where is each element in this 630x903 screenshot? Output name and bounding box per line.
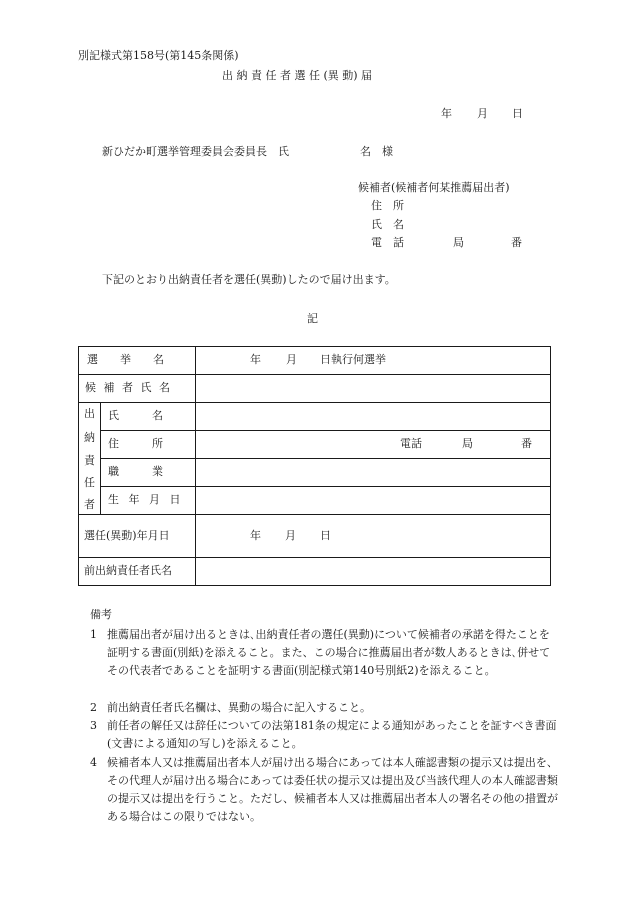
addressee-mei: 名 <box>360 145 371 158</box>
treasurer-address-label: 住 所 <box>108 437 163 450</box>
treasurer-label-char: 任 <box>84 476 95 489</box>
treasurer-phone-label: 電話 <box>400 437 422 450</box>
date-year: 年 <box>441 107 452 120</box>
note-number: 1 <box>90 628 97 641</box>
submitter-address-label: 住 所 <box>371 199 404 212</box>
row-divider <box>100 458 551 459</box>
note-text: 推薦届出者が届け出るときは､出納責任者の選任(異動)について候補者の承諾を得たことを証明する書面(別紙)を添えること。また、この場合に推薦届出者が数人あるときは､併せてその代表者であることを証明する書面(別記様式第140号別紙2)を添えること。 <box>107 628 551 677</box>
row-divider <box>78 557 551 558</box>
form-title: 出 納 責 任 者 選 任 (異 動) 届 <box>222 69 373 82</box>
date-month: 月 <box>477 107 488 120</box>
submitter-phone-label: 電 話 <box>371 236 404 249</box>
note-text: 前出納責任者氏名欄は、異動の場合に記入すること。 <box>107 701 371 714</box>
row-divider <box>100 486 551 487</box>
submitter-heading: 候補者(候補者何某推薦届出者) <box>358 181 510 194</box>
column-divider <box>195 346 196 586</box>
treasurer-name-label: 氏 名 <box>108 409 163 422</box>
treasurer-label-char: 出 <box>84 407 95 420</box>
treasurer-label-char: 納 <box>84 431 95 444</box>
note-text: 前任者の解任又は辞任についての法第181条の規定による通知があったことを証すべき書面(文書による通知の写し)を添えること。 <box>107 719 557 750</box>
note-text: 候補者本人又は推薦届出者本人が届け出る場合にあっては本人確認書類の提示又は提出を、その代理人が届け出る場合にあっては委任状の提示又は提出及び当該代理人の本人確認書類の提示又は提出を行うこと。ただし、候補者本人又は推薦届出者本人の署名その他の措置がある場合はこの限りではない。 <box>107 756 558 823</box>
intro-text: 下記のとおり出納責任者を選任(異動)したので届け出ます。 <box>102 273 396 286</box>
row-divider <box>78 374 551 375</box>
appointment-day: 日 <box>320 529 331 542</box>
column-divider <box>100 402 101 514</box>
election-month: 月 <box>286 353 297 366</box>
appointment-month: 月 <box>285 529 296 542</box>
note-number: 3 <box>90 719 97 732</box>
treasurer-label-char: 責 <box>84 454 95 467</box>
election-tail: 日執行何選挙 <box>320 353 386 366</box>
treasurer-birth-label: 生 年 月 日 <box>108 493 184 506</box>
treasurer-phone-ban: 番 <box>521 437 532 450</box>
appointment-date-label: 選任(異動)年月日 <box>84 529 170 542</box>
candidate-name-label: 候 補 者 氏 名 <box>85 381 172 394</box>
treasurer-label-char: 者 <box>84 498 95 511</box>
ki-label: 記 <box>307 312 318 325</box>
submitter-name-label: 氏 名 <box>371 218 404 231</box>
note-number: 4 <box>90 756 97 769</box>
row-divider <box>78 514 551 515</box>
note-number: 2 <box>90 701 97 714</box>
former-treasurer-label: 前出納責任者氏名 <box>84 564 172 577</box>
row-divider <box>100 430 551 431</box>
form-table <box>78 346 551 586</box>
addressee-sama: 様 <box>382 145 393 158</box>
row-divider <box>78 402 551 403</box>
addressee-name: 新ひだか町選挙管理委員会委員長 氏 <box>102 145 289 158</box>
election-year: 年 <box>250 353 261 366</box>
submitter-phone-kyoku: 局 <box>453 236 464 249</box>
election-label: 選 挙 名 <box>87 353 164 366</box>
submitter-phone-ban: 番 <box>511 236 522 249</box>
notes-heading: 備考 <box>90 608 112 621</box>
treasurer-phone-kyoku: 局 <box>462 437 473 450</box>
appointment-year: 年 <box>250 529 261 542</box>
date-day: 日 <box>512 107 523 120</box>
treasurer-job-label: 職 業 <box>108 465 163 478</box>
form-number: 別記様式第158号(第145条関係) <box>78 49 239 62</box>
